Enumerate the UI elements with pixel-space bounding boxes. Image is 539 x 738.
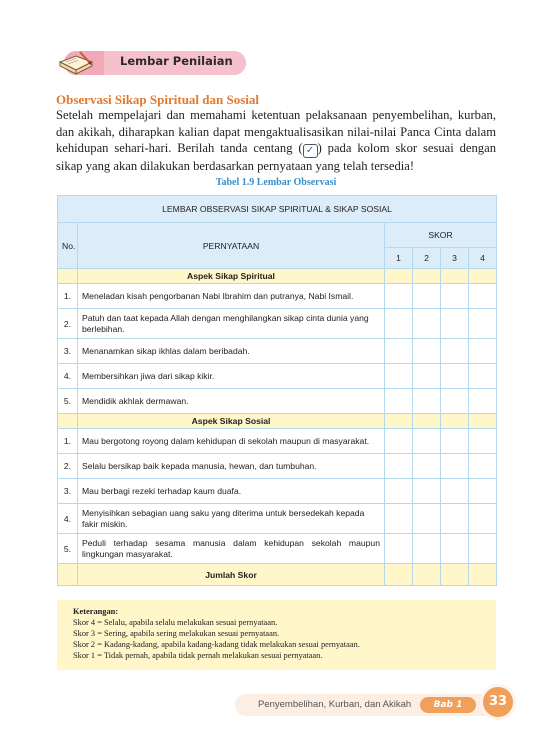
col-header-score: SKOR bbox=[385, 223, 497, 248]
col-header-no: No. bbox=[58, 223, 78, 269]
score-cell[interactable] bbox=[469, 534, 497, 564]
score-cell[interactable] bbox=[469, 479, 497, 504]
score-cell[interactable] bbox=[413, 534, 441, 564]
table-row bbox=[58, 429, 497, 454]
score-cell[interactable] bbox=[469, 339, 497, 364]
row-statement: Menyisihkan sebagian uang saku yang diterima untuk bersedekah kepada fakir miskin. bbox=[78, 504, 385, 534]
section-badge bbox=[54, 48, 246, 78]
score-cell[interactable] bbox=[469, 364, 497, 389]
footer-chapter-title: Penyembelihan, Kurban, dan Akikah bbox=[258, 699, 412, 710]
total-score-cell[interactable] bbox=[385, 564, 413, 586]
checkmark-icon: ✓ bbox=[303, 144, 318, 158]
score-cell[interactable] bbox=[385, 429, 413, 454]
page-number: 33 bbox=[480, 684, 516, 720]
row-statement: Patuh dan taat kepada Allah dengan menghilangkan sikap cinta dunia yang berlebihan. bbox=[78, 309, 385, 339]
notes-title: Keterangan: bbox=[73, 607, 119, 616]
score-cell[interactable] bbox=[441, 309, 469, 339]
score-cell[interactable] bbox=[441, 479, 469, 504]
score-cell[interactable] bbox=[469, 309, 497, 339]
table-row bbox=[58, 339, 497, 364]
aspect-row-spiritual bbox=[58, 269, 497, 284]
score-cell[interactable] bbox=[469, 429, 497, 454]
score-cell[interactable] bbox=[385, 479, 413, 504]
score-cell[interactable] bbox=[441, 429, 469, 454]
score-cell[interactable] bbox=[441, 389, 469, 414]
score-cell[interactable] bbox=[413, 364, 441, 389]
badge-label: Lembar Penilaian bbox=[120, 54, 233, 68]
row-number: 5. bbox=[58, 534, 78, 564]
score-cell[interactable] bbox=[385, 454, 413, 479]
score-cell[interactable] bbox=[385, 309, 413, 339]
score-cell[interactable] bbox=[469, 389, 497, 414]
notes-box bbox=[57, 600, 496, 670]
row-number: 3. bbox=[58, 479, 78, 504]
row-number: 2. bbox=[58, 454, 78, 479]
total-score-cell[interactable] bbox=[469, 564, 497, 586]
table-caption: Tabel 1.9 Lembar Observasi bbox=[215, 177, 337, 188]
row-statement: Membersihkan jiwa dari sikap kikir. bbox=[78, 364, 385, 389]
row-number: 2. bbox=[58, 309, 78, 339]
observation-table bbox=[57, 195, 497, 586]
row-statement: Selalu bersikap baik kepada manusia, hewan, dan tumbuhan. bbox=[78, 454, 385, 479]
chapter-badge: Bab 1 bbox=[420, 697, 476, 713]
total-row bbox=[58, 564, 497, 586]
table-row bbox=[58, 364, 497, 389]
score-cell[interactable] bbox=[385, 504, 413, 534]
row-number: 5. bbox=[58, 389, 78, 414]
row-number: 1. bbox=[58, 284, 78, 309]
table-row bbox=[58, 389, 497, 414]
score-cell[interactable] bbox=[385, 339, 413, 364]
notes-line: Skor 3 = Sering, apabila sering melakukan sesuai pernyataan. bbox=[73, 629, 280, 638]
intro-text-start: Setelah mempelajari dan memahami ketentuan pelaksanaan penyembelihan, kurban, dan akikah, diharapkan kalian dapat mengaktualisasikan nilai-nilai Panca Cinta dalam kehidupan sehari-hari. Berilah tanda centang ( bbox=[56, 108, 496, 155]
row-number: 4. bbox=[58, 364, 78, 389]
score-cell[interactable] bbox=[413, 454, 441, 479]
aspect-row-social bbox=[58, 414, 497, 429]
score-col-4: 4 bbox=[469, 248, 497, 269]
score-cell[interactable] bbox=[469, 284, 497, 309]
score-cell[interactable] bbox=[469, 504, 497, 534]
score-cell[interactable] bbox=[441, 504, 469, 534]
row-statement: Mau bergotong royong dalam kehidupan di sekolah maupun di masyarakat. bbox=[78, 429, 385, 454]
score-cell[interactable] bbox=[413, 429, 441, 454]
score-cell[interactable] bbox=[413, 284, 441, 309]
score-cell[interactable] bbox=[413, 479, 441, 504]
row-statement: Meneladan kisah pengorbanan Nabi Ibrahim dan putranya, Nabi Ismail. bbox=[78, 284, 385, 309]
row-statement: Mau berbagi rezeki terhadap kaum duafa. bbox=[78, 479, 385, 504]
score-col-3: 3 bbox=[441, 248, 469, 269]
row-statement: Peduli terhadap sesama manusia dalam kehidupan sekolah maupun lingkungan masyarakat. bbox=[78, 534, 385, 564]
total-score-cell[interactable] bbox=[413, 564, 441, 586]
score-cell[interactable] bbox=[413, 309, 441, 339]
section-heading: Observasi Sikap Spiritual dan Sosial bbox=[56, 92, 260, 107]
aspect-title: Aspek Sikap Spiritual bbox=[78, 269, 385, 284]
table-row bbox=[58, 309, 497, 339]
table-row bbox=[58, 534, 497, 564]
score-cell[interactable] bbox=[441, 454, 469, 479]
row-statement: Mendidik akhlak dermawan. bbox=[78, 389, 385, 414]
score-cell[interactable] bbox=[385, 534, 413, 564]
score-col-1: 1 bbox=[385, 248, 413, 269]
score-cell[interactable] bbox=[385, 389, 413, 414]
score-cell[interactable] bbox=[385, 364, 413, 389]
table-row bbox=[58, 454, 497, 479]
total-score-cell[interactable] bbox=[441, 564, 469, 586]
score-cell[interactable] bbox=[413, 504, 441, 534]
notes-line: Skor 4 = Selalu, apabila selalu melakukan sesuai pernyataan. bbox=[73, 618, 278, 627]
table-row bbox=[58, 479, 497, 504]
score-cell[interactable] bbox=[385, 284, 413, 309]
table-row bbox=[58, 504, 497, 534]
score-cell[interactable] bbox=[413, 339, 441, 364]
book-pen-icon bbox=[54, 48, 102, 78]
total-label: Jumlah Skor bbox=[78, 564, 385, 586]
row-number: 4. bbox=[58, 504, 78, 534]
score-cell[interactable] bbox=[441, 284, 469, 309]
row-number: 3. bbox=[58, 339, 78, 364]
score-cell[interactable] bbox=[441, 534, 469, 564]
intro-paragraph bbox=[56, 107, 496, 175]
row-number: 1. bbox=[58, 429, 78, 454]
score-cell[interactable] bbox=[441, 364, 469, 389]
score-cell[interactable] bbox=[441, 339, 469, 364]
score-col-2: 2 bbox=[413, 248, 441, 269]
intro-text-end: ) pada kolom skor sesuai dengan sikap yang akan dilakukan berdasarkan pernyataan yang telah tersedia! bbox=[56, 141, 496, 173]
notes-line: Skor 2 = Kadang-kadang, apabila kadang-kadang tidak melakukan sesuai pernyataan. bbox=[73, 640, 360, 649]
table-row bbox=[58, 284, 497, 309]
score-cell[interactable] bbox=[413, 389, 441, 414]
table-title: LEMBAR OBSERVASI SIKAP SPIRITUAL & SIKAP SOSIAL bbox=[58, 196, 497, 223]
score-cell[interactable] bbox=[469, 454, 497, 479]
col-header-statement: PERNYATAAN bbox=[78, 223, 385, 269]
row-statement: Menanamkan sikap ikhlas dalam beribadah. bbox=[78, 339, 385, 364]
notes-line: Skor 1 = Tidak pernah, apabila tidak pernah melakukan sesuai pernyataan. bbox=[73, 651, 323, 660]
aspect-title: Aspek Sikap Sosial bbox=[78, 414, 385, 429]
